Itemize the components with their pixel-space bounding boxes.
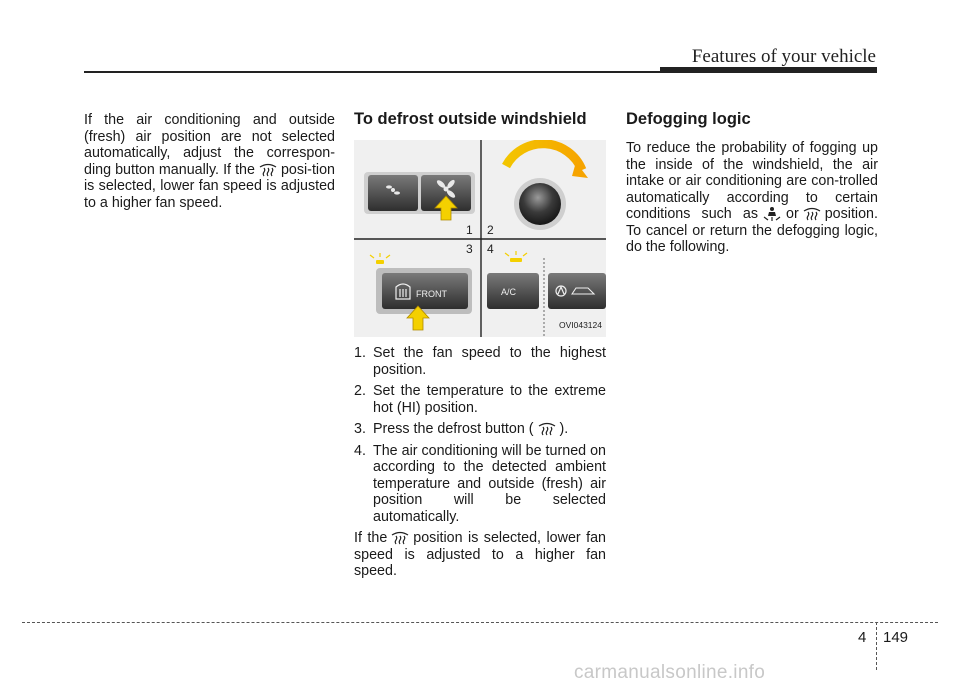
header-rule-thick (660, 67, 877, 73)
column-middle (354, 112, 606, 580)
step-item (354, 443, 606, 526)
defrost-floor-icon (761, 206, 783, 221)
note-paragraph (354, 530, 606, 580)
step-text: Set the temperature to the extreme hot (HI) position. (373, 383, 606, 416)
step-text-a: Press the defrost button ( (373, 421, 534, 437)
footer-dashed-line (22, 622, 938, 623)
quadrant-label-1: 1 (466, 223, 473, 237)
control-panel-illustration (354, 140, 606, 337)
note-text-b: position is selected, lower fan speed is adjusted to a higher fan speed. (354, 530, 606, 579)
step-number: 3. (354, 421, 366, 437)
steps-list (354, 345, 606, 525)
step-text: The air conditioning will be turned on according to the detected ambient temperature and outside (fresh) air position will be selected automatically. (373, 442, 606, 525)
column-left (84, 112, 335, 211)
heading-defogging-logic: Defogging logic (626, 110, 751, 128)
paragraph-text-b: position. To cancel or return the defogging logic, do the following. (626, 206, 878, 255)
header-rule-thin (84, 71, 664, 73)
note-text-a: If the (354, 530, 388, 546)
defrost-icon (390, 531, 410, 545)
paragraph-air-conditioning (84, 112, 335, 211)
step-item (354, 345, 606, 378)
page-number: 149 (883, 629, 909, 646)
defrost-floor-icon (258, 163, 278, 177)
defrost-icon (537, 422, 557, 436)
heading-defrost-windshield: To defrost outside windshield (354, 110, 587, 128)
quadrant-label-4: 4 (487, 242, 494, 256)
defrost-icon (802, 207, 822, 221)
step-text-b: ). (559, 421, 569, 437)
paragraph-text-a: To reduce the probability of fogging up the inside of the windshield, the air intake or air conditioning are con-trolled automatically according to certain conditions such as (626, 140, 878, 222)
figure-code: OVI043124 (558, 319, 602, 330)
air-intake-button[interactable] (548, 273, 606, 309)
section-title: Features of your vehicle (691, 46, 876, 67)
control-panel-figure (354, 140, 606, 337)
ac-led-icon (510, 258, 522, 262)
paragraph-text-b: posi-tion is selected, lower fan speed is adjusted to a higher fan speed. (84, 161, 335, 211)
ac-button-label: A/C (501, 287, 517, 297)
column-right (626, 112, 878, 256)
front-button-label: FRONT (416, 289, 447, 299)
quadrant-label-3: 3 (466, 242, 473, 256)
temperature-knob[interactable] (519, 183, 561, 225)
fan-down-button[interactable] (368, 175, 418, 211)
footer-dashed-divider (876, 622, 877, 670)
paragraph-defogging (626, 140, 878, 256)
step-number: 2. (354, 383, 366, 399)
front-led-icon (376, 260, 384, 264)
paragraph-or: or (786, 206, 799, 222)
paragraph-text-a: If the air conditioning and outside (fresh) air position are not selected automatically, adjust the correspon-ding button manually. If the (84, 112, 335, 178)
step-item (354, 383, 606, 416)
rotate-arrow-icon (506, 144, 582, 170)
chapter-number: 4 (858, 629, 867, 646)
step-text: Set the fan speed to the highest position. (373, 345, 606, 378)
step-number: 4. (354, 442, 366, 459)
step-number: 1. (354, 345, 366, 361)
quadrant-label-2: 2 (487, 223, 494, 237)
step-item (354, 421, 606, 438)
watermark: carmanualsonline.info (574, 662, 766, 683)
